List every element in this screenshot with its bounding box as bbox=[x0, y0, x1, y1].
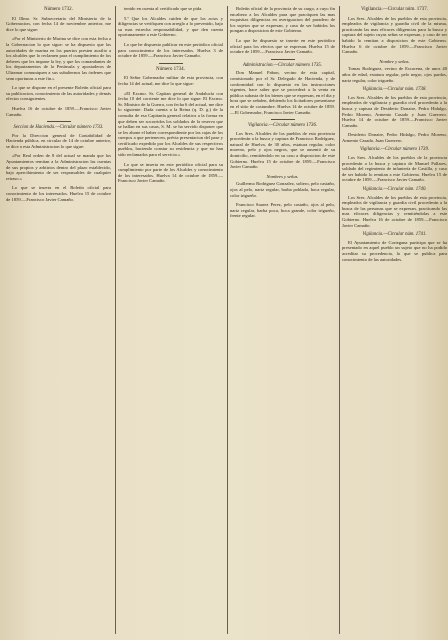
separator bbox=[271, 59, 295, 60]
paragraph: El Illmo. Sr. Subsecretario del Ministerio de la Gobernacion, con fecha 14 de noviembre anterior, me dice lo que sigue: bbox=[6, 15, 111, 32]
section-heading: Vigilancia.—Circular núm. 1741. bbox=[362, 232, 427, 238]
section-heading: Vigilancia.—Circular número 1739. bbox=[359, 147, 430, 153]
paragraph: Por la Direccion general de Contabilidad de Hacienda pública, en circular de 14 de octubre anterior, se dice a esta Administracion lo que sigue: bbox=[6, 132, 111, 149]
paragraph: Boletín oficial de la provincia de su cargo, a cuyo fin encabezo a los Alcaldes para que practiquen las mas exquisitas diligencias en averiguacion del paradero de los sujetos que se expresan, y caso de ser habidos los pongan a disposicion de este Gobierno. bbox=[230, 6, 335, 34]
section-heading: Seccion de Hacienda.—Circular número 1733. bbox=[13, 125, 104, 131]
paragraph: «Por Real orden de 8 del actual se manda que los Ayuntamientos remitan a la Administracion las cuentas de sus propios y arbitrios dentro del plazo establecido, bajo apercibimiento de ser responsables de cualquier retraso.» bbox=[6, 153, 111, 181]
notice-number: Número 1734. bbox=[156, 66, 185, 72]
paragraph: Los Sres. Alcaldes de los pueblos de esta provincia, empleados de vigilancia y guardia civil de la misma, practicarán las mas eficaces diligencias para la busca y captura del sujeto cuyas señas se expresan, y caso de ser habido lo remitan a disposicion de este Gobierno. Huelva 6 de octubre de 1859.—Francisco Javier Camaño. bbox=[342, 15, 447, 55]
paragraph: El Señor Gobernador militar de esta provincia, con fecha 14 del actual, me dice lo que sigue: bbox=[118, 75, 223, 86]
subheading: Nombre y señas. bbox=[379, 58, 410, 64]
paragraph: Lo que he dispuesto se inserte en este periódico oficial para los efectos que se expresan. Huelva 15 de octubre de 1859.—Francisco Javier Camaño. bbox=[230, 37, 335, 55]
separator bbox=[47, 121, 71, 122]
separator bbox=[159, 63, 183, 64]
notice-number: Número 1732. bbox=[44, 7, 73, 12]
section-heading: Vigilancia.—Circular núm. 1740. bbox=[362, 187, 427, 193]
column-1 bbox=[6, 6, 111, 634]
section-heading: Administracion.—Circular número 1735. bbox=[242, 62, 323, 68]
column-4 bbox=[342, 6, 447, 634]
paragraph: Lo que se inserta en el Boletín oficial para conocimiento de los interesados. Huelva 15 de octubre de 1859.—Francisco Javier Camaño. bbox=[6, 185, 111, 202]
signature-line: Huelva 16 de octubre de 1859.—Francisco Javier Camaño. bbox=[6, 105, 111, 117]
paragraph: El Ayuntamiento de Cortegana participa que se ha presentado en aquel pueblo un sujeto que no ha podido acreditar su procedencia, lo que se publica para conocimiento de las autoridades. bbox=[342, 239, 447, 262]
separator bbox=[271, 119, 295, 120]
section-heading: Vigilancia.—Circular número 1736. bbox=[247, 123, 318, 129]
paragraph: Guillermo Rodriguez Gonzalez, soltero, pelo castaño, ojos al pelo, nariz regular, barba poblada, boca regular, color trigueño. bbox=[230, 181, 335, 198]
paragraph: Francisco Suarez Perez, pelo castaño, ojos al pelo, nariz regular, barba poca, boca grande, color trigueño, frente regular. bbox=[230, 202, 335, 219]
paragraph: Lo que se dispone en el presente Boletín oficial para su publicacion, conocimiento de las autoridades y demás efectos consiguientes. bbox=[6, 85, 111, 102]
paragraph: Los Sres. Alcaldes de los pueblos de esta provincia, empleados de vigilancia y guardia civil procederán a la busca de las personas que se expresan, practicando las mas eficaces diligencias y remitiéndolas a este Gobierno. Huelva 16 de octubre de 1859.—Francisco Javier Camaño. bbox=[342, 194, 447, 228]
column-rule bbox=[115, 6, 116, 634]
paragraph: 5.º Que los Alcaldes cuiden de que los actos y diligencias se verifiquen con arreglo a lo prevenido, bajo su mas estrecha responsabilidad, y que den cuenta oportunamente a este Gobierno. bbox=[118, 15, 223, 38]
names-list: Desiderio Donaire, Pedro Hidalgo, Pedro Moreno, Armenio Casado, Juan Guerrero. bbox=[342, 132, 447, 143]
column-rule bbox=[339, 6, 340, 634]
paragraph: Los Sres. Alcaldes de los pueblos de esta provincia, empleados de vigilancia y guardia civil procederán a la busca y captura de Desiderio Donaire, Pedro Hidalgo, Pedro Moreno, Armenio Casado y Juan Guerrero. Huelva 14 de octubre de 1859.—Francisco Javier Camaño. bbox=[342, 94, 447, 128]
paragraph: Lo que he dispuesto publicar en este periódico oficial para conocimiento de los interesados. Huelva 3 de octubre de 1859.—Francisco Javier Camaño. bbox=[118, 41, 223, 59]
column-3 bbox=[230, 6, 335, 634]
column-rule bbox=[227, 6, 228, 634]
notice-number: Vigilancia.—Circular núm. 1737. bbox=[360, 7, 429, 12]
paragraph: Los Sres. Alcaldes de los pueblos de la provincia procederán a la busca y captura de Manuel Pallares, soldado del regimiento de infantería de Castilla, y caso de ser habido lo remitan a este Gobierno. Huelva 15 de octubre de 1859.—Francisco Javier Camaño. bbox=[342, 155, 447, 183]
column-2 bbox=[118, 6, 223, 634]
paragraph: Los Sres. Alcaldes de los pueblos de esta provincia procederán a la busca y captura de Francisco Rodríguez, natural de Huelva, de 30 años, estatura regular, color moreno, pelo y ojos negros, que se ausentó de su domicilio, remitiéndolo en su caso a disposicion de este Gobierno. Huelva 15 de octubre de 1859.—Francisco Javier Camaño. bbox=[230, 130, 335, 170]
paragraph: «El Excmo. Sr. Capitan general de Andalucía con fecha 10 del corriente me dice lo que sigue: El Excmo. Sr. Ministro de la Guerra, con fecha 6 del actual, me dice lo siguiente: Dada cuenta a la Reina (q. D. g.) de la consulta de esa Capitanía general relativa a la forma en que deben ser socorridos los soldados de la reserva que se hallan en sus casas, S. M. se ha servido disponer que se les abone el haber correspondiente por las cajas de los cuerpos a que pertenecen, prévia presentacion del pase y certificado expedido por los Alcaldes de sus respectivos pueblos, haciendo constar su residencia y que no han sido reclamados para el servicio.» bbox=[118, 90, 223, 158]
paragraph: «Por el Ministerio de Marina se dice con esta fecha a la Gobernacion lo que sigue: se ha dispuesto que las autoridades de marina en los puertos presten auxilio a los alcaldes que lo reclamen para el cumplimiento de los deberes que les impone la ley, y que los comandantes de los departamentos de la Península y apostaderos de Ultramar comuniquen a sus subalternos las órdenes que sean oportunas a este fin.» bbox=[6, 36, 111, 81]
paragraph: Don Manuel Pabon, vecino de esta capital, comisionado por el Sr. Delegado de Hacienda, y de conformidad con lo dispuesto en las instrucciones vigentes, hace saber que se procederá a la venta en pública subasta de los bienes que se expresan, en el dia y hora que se señalen, debiendo los licitadores presentarse en el sitio de costumbre. Huelva 14 de octubre de 1859.—El Gobernador, Francisco Javier Camaño. bbox=[230, 70, 335, 115]
paragraph: tenido en cuenta al certificado que se pida. bbox=[124, 6, 203, 11]
section-heading: Vigilancia.—Circular núm. 1738. bbox=[362, 87, 427, 93]
subheading: Nombres y señas. bbox=[266, 173, 299, 179]
paragraph: Tomas Rodriguez, vecino de Escacena, de unos 40 años de edad, estatura regular, pelo negro, ojos pardos, nariz regular, color trigueño. bbox=[342, 66, 447, 83]
paragraph: Lo que se inserta en este periódico oficial para su cumplimiento por parte de los Alcaldes y conocimiento de los interesados. Huelva 14 de octubre de 1859.—Francisco Javier Camaño. bbox=[118, 161, 223, 184]
